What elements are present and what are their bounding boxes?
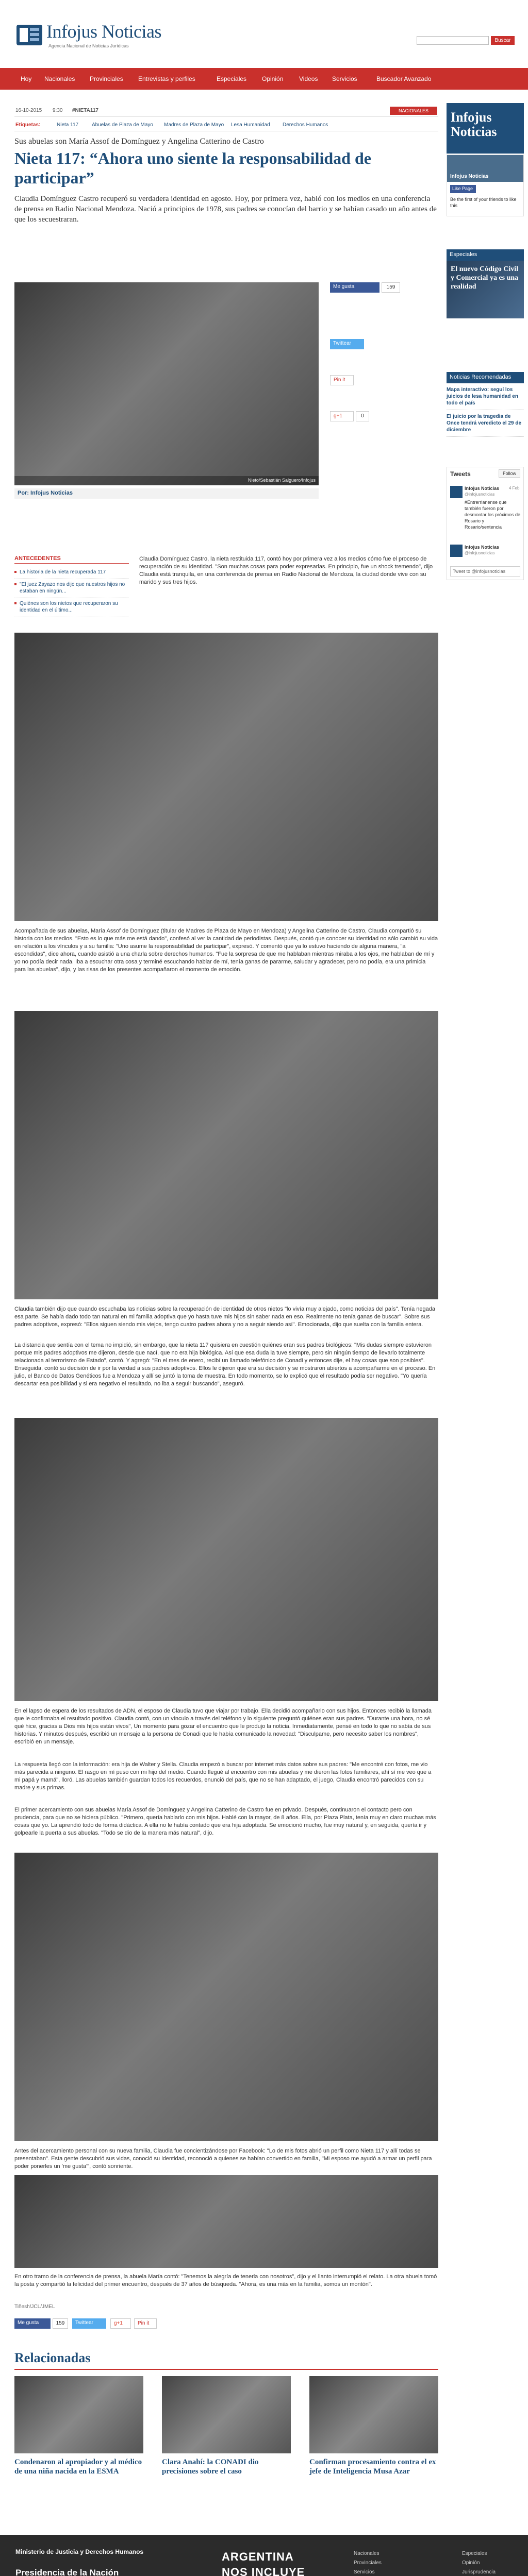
bottom-fb-label: Me gusta: [18, 2320, 39, 2326]
related-title[interactable]: Confirman procesamiento contra el ex jefe de Inteligencia Musa Azar: [309, 2458, 436, 2476]
logo-mark-icon: [15, 22, 43, 47]
tweet-user[interactable]: Infojus Noticias: [465, 486, 500, 491]
fb-like-page-label: Like Page: [452, 186, 473, 191]
footer-link[interactable]: Opinión: [462, 2560, 480, 2566]
tweet-label: Twittear: [333, 341, 352, 346]
bottom-share-bar: [14, 2318, 221, 2330]
related-card[interactable]: [162, 2376, 291, 2476]
article-date: 16-10-2015: [15, 108, 42, 113]
bottom-tweet-button[interactable]: [72, 2318, 106, 2329]
bottom-pin-label: Pin it: [138, 2320, 150, 2326]
especiales-block: [447, 249, 524, 318]
tweet-handle: @infojusnoticias: [465, 492, 495, 497]
fb-like-page-button[interactable]: [450, 185, 476, 193]
nav-item-entrevistas[interactable]: Entrevistas y perfiles: [138, 75, 195, 82]
tag-link[interactable]: Madres de Plaza de Mayo: [164, 122, 224, 128]
section-badge[interactable]: NACIONALES: [390, 107, 437, 115]
nav-item-provinciales[interactable]: Provinciales: [90, 75, 123, 82]
article-photo-image: [14, 2175, 438, 2268]
article-photo: [14, 1418, 438, 1701]
bottom-fb-button[interactable]: [14, 2318, 51, 2329]
related-card[interactable]: [309, 2376, 438, 2476]
article-photo-image: [14, 1418, 438, 1701]
twitter-follow-button[interactable]: [499, 469, 520, 478]
related-heading: Relacionadas: [14, 2350, 438, 2370]
article-kicker: Sus abuelas son María Assof de Domínguez y Angelina Catterino de Castro: [14, 137, 264, 146]
antecedentes-link[interactable]: La historia de la nieta recuperada 117: [14, 567, 129, 579]
article-photo: [14, 633, 438, 921]
article-time: 9:30: [53, 108, 63, 113]
article-credit: Tiñesh/JCL/JMEL: [14, 2304, 55, 2310]
article-paragraph: El primer acercamiento con sus abuelas María Assof de Domínguez y Angelina Catterino de Castro fue en privado. Después, continuaron el contacto pero con prudencia, para que no se hiciera público. "Primero, quería hablarlo con mis hijos. Hablé con la mayor, de 8 años. Ella, por Plaza Plata, tenía muy en claro muchas más cosas que yo. La aprendió todo de forma didáctica. A ella no le había contado que era hija adoptada. Se emocionó mucho, fue muy natural y, en seguida, quería ir y golpearle la puerta a sus abuelas. "Todo se dio de la manera más natural", dijo.: [14, 1807, 436, 1836]
footer-nos-incluye: NOS INCLUYE: [222, 2566, 305, 2576]
recomendadas-block: [447, 372, 524, 437]
article-paragraph: Claudia Domínguez Castro, la nieta restituida 117, contó hoy por primera vez a los medios cómo fue el proceso de recuperación de su identidad. "Son muchas cosas para poder expresarlas. En principio, fue un shock tremendo", dijo Claudia está tranquila, en una conferencia de prensa en Radio Nacional de Mendoza, la ciudad donde vive con su marido y sus tres hijos.: [139, 556, 433, 585]
tags-bar: [14, 120, 438, 131]
antecedentes-link[interactable]: "El juez Zayazo nos dijo que nuestros hijos no estaban en ningún...: [14, 579, 129, 598]
nav-item-nacionales[interactable]: Nacionales: [44, 75, 75, 82]
search-button[interactable]: Buscar: [491, 36, 515, 45]
nav-item-servicios[interactable]: Servicios: [332, 75, 357, 82]
tweet-to-input[interactable]: Tweet to @infojusnoticias: [450, 566, 520, 577]
pinterest-button[interactable]: [330, 375, 354, 385]
fb-like-label: Me gusta: [333, 284, 355, 290]
tweet-button[interactable]: [330, 339, 364, 349]
search-input[interactable]: [417, 36, 489, 45]
main-photo: [14, 282, 319, 485]
article-hashtag[interactable]: #NIETA117: [72, 108, 98, 113]
nav-item-buscador[interactable]: Buscador Avanzado: [376, 75, 432, 82]
footer-link[interactable]: Jurisprudencia: [462, 2569, 496, 2575]
sidebar-banner-logo: Infojus Noticias: [451, 110, 497, 139]
antecedentes-title: ANTECEDENTES: [14, 555, 129, 564]
related-card[interactable]: [14, 2376, 143, 2476]
site-header: [0, 0, 528, 67]
gplus-button[interactable]: [330, 411, 354, 421]
article-paragraph: Claudia también dijo que cuando escuchaba las noticias sobre la recuperación de identidad de otros nietos "lo vivía muy alejado, como noticias del país". Tenía negada esa parte. Se había dado todo tan natural en mi familia adoptiva que yo hasta tuve mis hijos sin saber nada en eso. Realmente no tenía ganas de buscar". Sobre sus padres adoptivos, expresó: "Ellos siguen siendo mis viejos, tengo cuatro padres ahora y no a seguir siendo así". Emocionada, dijo que suelta con la familia entera.: [14, 1306, 436, 1328]
tag-link[interactable]: Abuelas de Plaza de Mayo: [92, 122, 153, 128]
footer-link[interactable]: Nacionales: [354, 2551, 380, 2556]
article-paragraph: En el lapso de espera de los resultados de ADN, el esposo de Claudia tuvo que viajar por trabajo. Ella decidió acompañarlo con sus hijos. Entonces recibió la llamada que le confirmaba el resultado positivo. Claudia contó, con un vínculo a través del teléfono y lo siguiente preguntó quiénes eran sus padres. "Durante una hora, no sé qué hice, gracias a Dios mis hijos están vivos", Un momento para gozar el encuentro que le produjo la noticia. Inmediatamente, pensé en todo lo que no sabía de sus historias. Y minutos después, escribió un mensaje a la persona de Conadi que le había comunicado la novedad: "Disculpame, pero necesito saber los nombres", escribió en un mensaje.: [14, 1708, 432, 1745]
related-title[interactable]: Clara Anahí: la CONADI dio precisiones sobre el caso: [162, 2458, 259, 2476]
bottom-fb-count: 159: [53, 2318, 68, 2329]
article-paragraph: Antes del acercamiento personal con su nueva familia, Claudia fue concientizándose por Facebook: "Lo de mis fotos abrió un perfil como Nieta 117 y allí todas se presentaban". Esta gente descubrió sus vidas, conoció su identidad, reconoció a quienes se habían convertido en familia, "Mi esposo me ayudó a armar un perfil para poder ponerles un 'me gusta'", contó sonriente.: [14, 2148, 432, 2170]
footer-link[interactable]: Especiales: [462, 2551, 487, 2556]
antecedentes-link[interactable]: Quiénes son los nietos que recuperaron su identidad en el último...: [14, 598, 129, 617]
antecedentes-box: [14, 555, 129, 617]
footer-links-col: [354, 2549, 382, 2576]
recommended-news-link[interactable]: Mapa interactivo: seguí los juicios de lesa humanidad en todo el país: [447, 383, 524, 410]
twitter-widget: [447, 467, 524, 580]
facebook-like-count: 159: [382, 282, 400, 293]
bottom-tweet-label: Twittear: [75, 2320, 94, 2326]
article-paragraph: La respuesta llegó con la información: era hija de Walter y Stella. Claudia empezó a buscar por internet más datos sobre sus padres: "Me encontré con fotos, me vio más parecida a ninguno. El rasgo en mí puso con mi hijo del medio. Cuando llegué al encuentro con mis abuelas y me dieron las fotos familiares, ahí sí me veo que a mi papá y mamá", lloró. Las abuelas también guardan todos los recuerdos, enunció del país, que no se han adaptado, el juego, Claudia encontró parecidos con su madre y sus primas.: [14, 1761, 432, 1791]
article-photo: [14, 1853, 438, 2141]
article-title: Nieta 117: “Ahora uno siente la responsabilidad de participar”: [14, 149, 371, 187]
fb-friends-text: Be the first of your friends to like this: [450, 197, 517, 208]
fb-page-name[interactable]: Infojus Noticias: [450, 174, 489, 179]
tweet-avatar[interactable]: [450, 545, 463, 557]
article-lead: Claudia Domínguez Castro recuperó su verdadera identidad en agosto. Hoy, por primera vez, habló con los medios en una conferencia de prensa en Radio Nacional Mendoza. Nació a principios de 1978, sus padres se conocían del barrio y se habían casado un año antes de que los secuestraran.: [14, 195, 437, 224]
article-paragraph: En otro tramo de la conferencia de prensa, la abuela María contó: "Tenemos la alegría de tenerla con nosotros", dijo y el llanto interrumpió el relato. La otra abuela tomó la posta y compartió la felicidad del primer encuentro, después de 37 años de búsqueda. "Ahora, es una más en la familia, somos un montón".: [14, 2274, 437, 2287]
facebook-page-widget: [447, 155, 524, 216]
recomendadas-heading: Noticias Recomendadas: [447, 372, 524, 383]
bottom-gplus-button[interactable]: [110, 2318, 131, 2329]
especiales-title: El nuevo Código Civil y Comercial ya es una realidad: [451, 265, 519, 291]
article-paragraph: La distancia que sentía con el tema no impidió, sin embargo, que la nieta 117 quisiera en cuestión quiénes eran sus padres biológicos: "Mis dudas siempre estuvieron porque mis padres adoptivos me dijeron, desde que nací, que no era hija biológica. Así que esa duda la tuve siempre, pero sin ningún tiempo de llevarlo totalmente relacionada al terrorismo de Estado", contó. Y agregó: "En el mes de enero, recibí un llamado telefónico de Conadi y entonces dije, el hay cosas que son posibles". Enseguida, contó su decisión de ir por la verdad a sus padres adoptivos. Ellos le dijeron que era su decisión y se mostraron abiertos a acompañarme en el proceso. En julio, el Banco de Datos Genéticos fue a Mendoza y allí se juntó la toma de muestra. En todo momento, se lo explicó que el resultado podía ser negativo. "Yo quería descartar esa posibilidad y si era negativo el resultado, no iba a seguir buscando", aseguró.: [14, 1342, 436, 1387]
related-photo: [14, 2376, 143, 2453]
article-photo-image: [14, 1011, 438, 1299]
gplus-count: 0: [356, 411, 369, 421]
article-photo: [14, 2175, 438, 2268]
site-footer: [0, 2535, 528, 2576]
bottom-pinterest-button[interactable]: [134, 2318, 157, 2329]
tags-label: Etiquetas:: [15, 122, 41, 128]
article-paragraph: Acompañada de sus abuelas, María Assof de Domínguez (titular de Madres de Plaza de Mayo en Mendoza) y Angelina Catterino de Castro, Claudia compartió su historia con los medios. "Esto es lo que más me está dando", confesó al ver la cantidad de periodistas. Después, contó que conocer su identidad no sólo cambió su vida en relación a los vínculos y a su familia: "Uno asume la responsabilidad de participar", expresó. Y comentó que ya lo estuvo haciendo de alguna manera, "a escondidas", dice ahora, cuando asistió a una charla sobre derechos humanos. "Fue la sorpresa de que me hablaban mientras miraba a los ojos, me hablaban de mí y yo no podía decir nada. Iba a escuchar otra cosa y terminé escuchando hablar de mí, tenía ganas de pararme, saludar y agradecer, pero no podía, era una primicia para las abuelas", dijo, y las risas de los presentes acompañaron el momento de emoción.: [14, 928, 438, 973]
recommended-news-link[interactable]: El juicio por la tragedia de Once tendrá veredicto el 29 de diciembre: [447, 410, 524, 437]
logo-text: Infojus Noticias: [46, 21, 161, 42]
especiales-card[interactable]: [447, 261, 524, 318]
nav-item-especiales[interactable]: Especiales: [217, 75, 247, 82]
tweet-time: 4 Feb: [509, 486, 520, 490]
nav-item-hoy[interactable]: Hoy: [21, 75, 32, 82]
main-photo-image: [14, 282, 319, 485]
bottom-gplus-label: g+1: [114, 2320, 123, 2326]
article-photo-image: [14, 1853, 438, 2141]
article-photo-image: [14, 633, 438, 921]
pin-label: Pin it: [334, 377, 345, 383]
related-photo: [309, 2376, 438, 2453]
tag-link[interactable]: Nieta 117: [57, 122, 79, 128]
main-nav: [0, 68, 528, 90]
facebook-like-button[interactable]: [330, 282, 380, 293]
article-meta: [14, 106, 438, 117]
footer-link[interactable]: Provinciales: [354, 2560, 382, 2566]
footer-argentina: ARGENTINA: [222, 2550, 294, 2563]
sidebar-banner[interactable]: [447, 103, 524, 154]
tweet-avatar[interactable]: [450, 486, 463, 498]
gplus-label: g+1: [334, 413, 342, 419]
footer-ministry[interactable]: Ministerio de Justicia y Derechos Humanos: [15, 2548, 144, 2555]
site-logo[interactable]: [15, 20, 175, 52]
logo-subtitle: Agencia Nacional de Noticias Jurídicas: [48, 43, 129, 48]
follow-label: Follow: [502, 471, 516, 476]
footer-links-col: [462, 2549, 496, 2576]
photo-credit: Nieto/Sebastián Salguero/Infojus: [14, 476, 319, 485]
nav-item-videos[interactable]: Videos: [299, 75, 318, 82]
tweet-handle: @infojusnoticias: [465, 551, 495, 555]
footer-presidency[interactable]: Presidencia de la Nación: [15, 2568, 119, 2576]
related-photo: [162, 2376, 291, 2453]
article-photo: [14, 1011, 438, 1299]
footer-link[interactable]: Servicios: [354, 2569, 375, 2575]
tweet-user[interactable]: Infojus Noticias: [465, 545, 500, 550]
related-title[interactable]: Condenaron al apropiador y al médico de una niña nacida en la ESMA: [14, 2458, 142, 2476]
nav-item-opinion[interactable]: Opinión: [262, 75, 284, 82]
byline: Por: Infojus Noticias: [14, 488, 319, 499]
tag-link[interactable]: Derechos Humanos: [283, 122, 328, 128]
tag-link[interactable]: Lesa Humanidad: [231, 122, 270, 128]
especiales-heading: Especiales: [447, 249, 524, 261]
tweet-text: #Entrerrianense que también fueron por desmontar los próximos de Rosario y Rosario/sentencia: [465, 500, 521, 530]
tweets-heading: Tweets: [450, 470, 471, 478]
